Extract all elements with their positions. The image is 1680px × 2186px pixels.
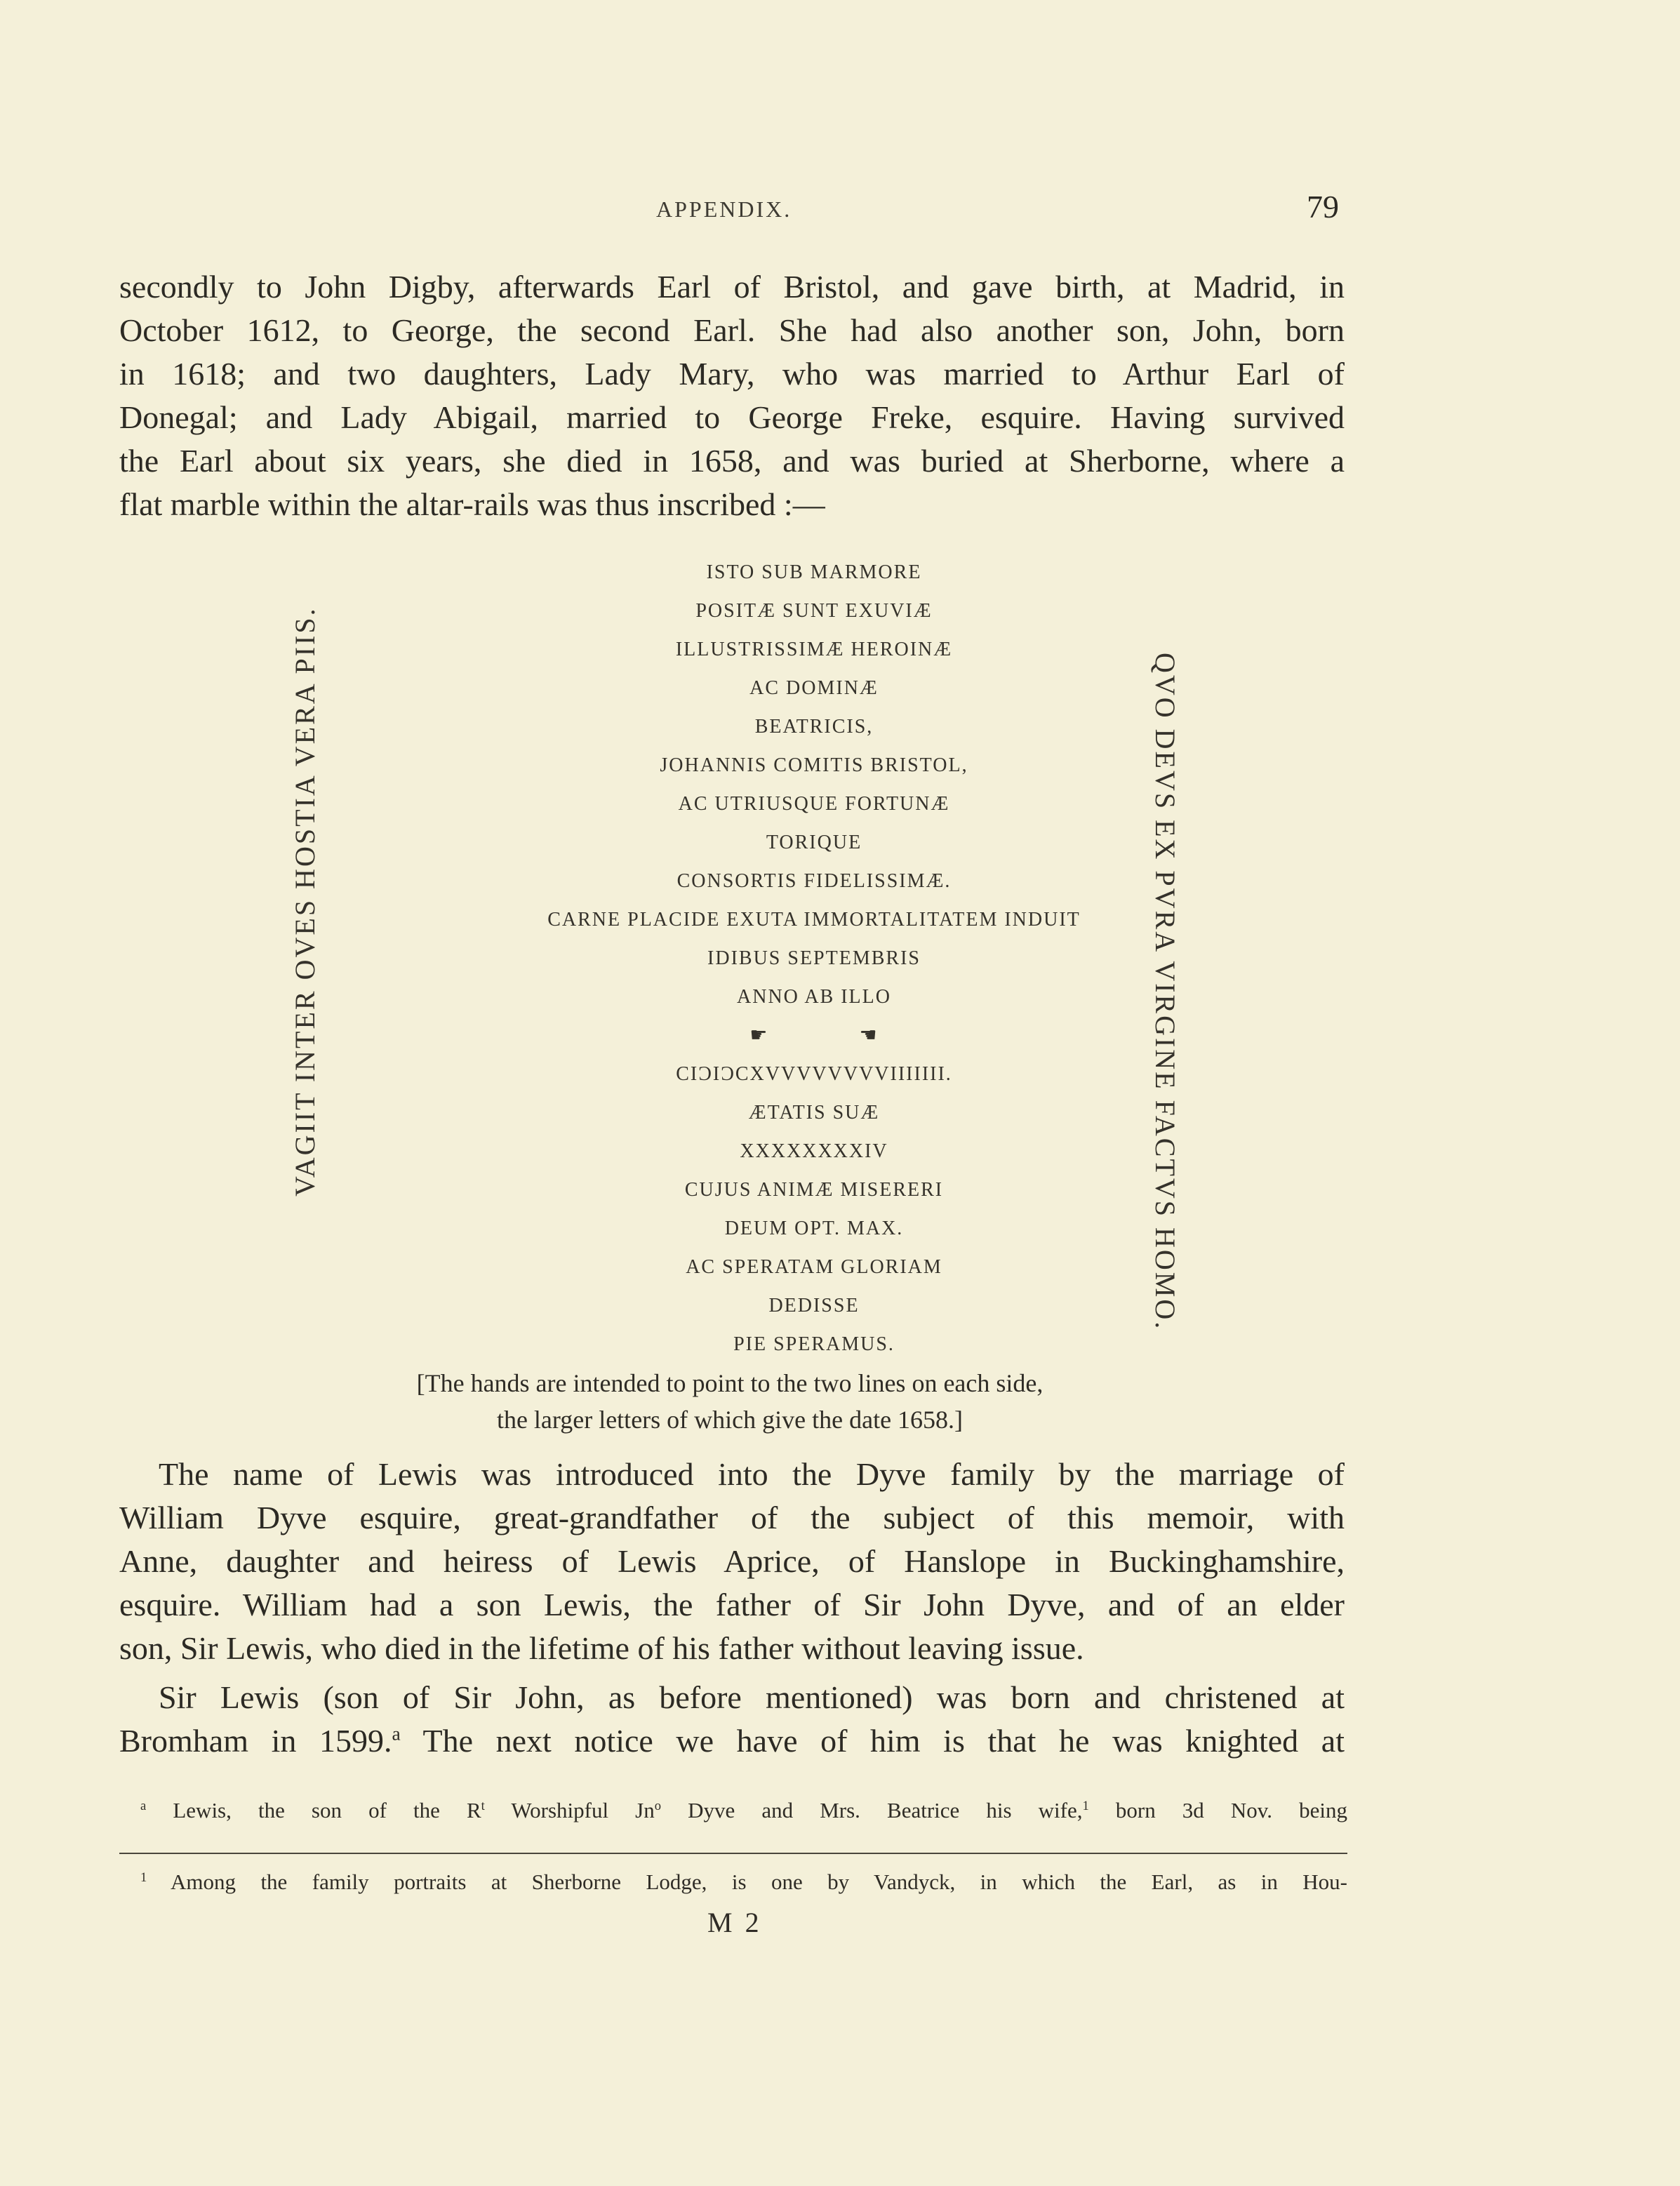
paragraph-3 xyxy=(119,1676,1345,1763)
inscription-line: CIƆIƆCXVVVVVVVVIIIIIII. xyxy=(676,1063,952,1085)
footnote-text: Among the family portraits at Sherborne Lodge, is one by Vandyck, in which the Earl, as in Hou- xyxy=(147,1870,1347,1894)
inscription-left-side-line: VAGIIT INTER OVES HOSTIA VERA PIIS. xyxy=(289,606,321,1197)
footnote-reference: 1 xyxy=(1082,1798,1089,1813)
superscript: t xyxy=(481,1798,485,1813)
footnote-reference: a xyxy=(392,1722,401,1745)
inscription-line: ANNO AB ILLO xyxy=(737,986,891,1008)
text-line: son, Sir Lewis, who died in the lifetime of his father without leaving issue. xyxy=(119,1630,1084,1666)
inscription-line: CONSORTIS FIDELISSIMÆ. xyxy=(676,870,952,892)
inscription-line: POSITÆ SUNT EXUVIÆ xyxy=(695,600,933,622)
pointing-hand-left-icon: ☛ xyxy=(749,1025,769,1046)
footnote-text: Dyve and Mrs. Beatrice his wife, xyxy=(661,1798,1083,1822)
text-line: esquire. William had a son Lewis, the father of Sir John Dyve, and of an elder xyxy=(119,1587,1345,1622)
text-line: The name of Lewis was introduced into the Dyve family by the marriage of xyxy=(159,1456,1345,1492)
footnote-text: Worshipful Jn xyxy=(484,1798,655,1822)
inscription-line: TORIQUE xyxy=(766,832,862,853)
text-line: secondly to John Digby, afterwards Earl of Bristol, and gave birth, at Madrid, in xyxy=(119,269,1345,305)
text-segment: The next notice we have of him is that he was knighted at xyxy=(400,1723,1345,1759)
footnote-1 xyxy=(140,1867,1347,1898)
inscription-line: AC UTRIUSQUE FORTUNÆ xyxy=(678,793,950,815)
inscription-line: CUJUS ANIMÆ MISERERI xyxy=(684,1179,944,1201)
inscription-line: JOHANNIS COMITIS BRISTOL, xyxy=(660,754,968,776)
inscription-line: ÆTATIS SUÆ xyxy=(748,1102,880,1124)
running-head: APPENDIX. xyxy=(656,196,792,222)
footnote-text: born 3d Nov. being xyxy=(1088,1798,1347,1822)
footnote-a xyxy=(140,1795,1347,1826)
inscription-line: ISTO SUB MARMORE xyxy=(706,561,922,583)
inscription-line: IDIBUS SEPTEMBRIS xyxy=(707,947,921,969)
text-line: Anne, daughter and heiress of Lewis Aprice, of Hanslope in Buckinghamshire, xyxy=(119,1543,1345,1579)
text-segment: Bromham in 1599. xyxy=(119,1723,392,1759)
inscription-line: CARNE PLACIDE EXUTA IMMORTALITATEM INDUIT xyxy=(547,909,1081,931)
inscription-line: AC DOMINÆ xyxy=(749,677,879,699)
footnote-marker: 1 xyxy=(140,1870,147,1885)
signature-mark: M 2 xyxy=(707,1907,762,1938)
pointing-hand-right-icon: ☚ xyxy=(859,1025,879,1046)
inscription-line: XXXXXXXXIV xyxy=(740,1140,888,1162)
inscription-line: DEUM OPT. MAX. xyxy=(724,1218,904,1239)
editor-note-line: the larger letters of which give the date 1658.] xyxy=(496,1406,964,1434)
page-number: 79 xyxy=(1307,189,1339,225)
inscription-right-side-line: QVO DEVS EX PVRA VIRGINE FACTVS HOMO. xyxy=(1149,653,1181,1331)
text-line: October 1612, to George, the second Earl. She had also another son, John, born xyxy=(119,312,1345,348)
editor-note xyxy=(309,1365,1151,1438)
superscript: o xyxy=(654,1798,662,1813)
inscription-line: AC SPERATAM GLORIAM xyxy=(686,1256,942,1278)
text-line: flat marble within the altar-rails was thus inscribed :— xyxy=(119,486,825,522)
text-line: Sir Lewis (son of Sir John, as before mentioned) was born and christened at xyxy=(159,1679,1345,1715)
paragraph-1 xyxy=(119,265,1345,526)
text-line: Donegal; and Lady Abigail, married to George Freke, esquire. Having survived xyxy=(119,399,1345,435)
footnote-divider xyxy=(119,1853,1347,1854)
text-line: in 1618; and two daughters, Lady Mary, who was married to Arthur Earl of xyxy=(119,356,1345,392)
paragraph-2 xyxy=(119,1453,1345,1670)
inscription xyxy=(393,553,1235,1364)
inscription-line: BEATRICIS, xyxy=(754,716,874,738)
editor-note-line: [The hands are intended to point to the two lines on each side, xyxy=(416,1369,1044,1397)
hands-row xyxy=(393,1016,1235,1055)
inscription-line: PIE SPERAMUS. xyxy=(733,1333,895,1355)
footnote-text: Lewis, the son of the R xyxy=(146,1798,481,1822)
inscription-line: ILLUSTRISSIMÆ HEROINÆ xyxy=(675,639,953,660)
footnote-marker: a xyxy=(140,1798,147,1813)
text-line xyxy=(119,1719,1345,1763)
text-line: the Earl about six years, she died in 1658, and was buried at Sherborne, where a xyxy=(119,443,1345,479)
text-line: William Dyve esquire, great-grandfather of the subject of this memoir, with xyxy=(119,1500,1345,1535)
inscription-line: DEDISSE xyxy=(768,1295,860,1317)
